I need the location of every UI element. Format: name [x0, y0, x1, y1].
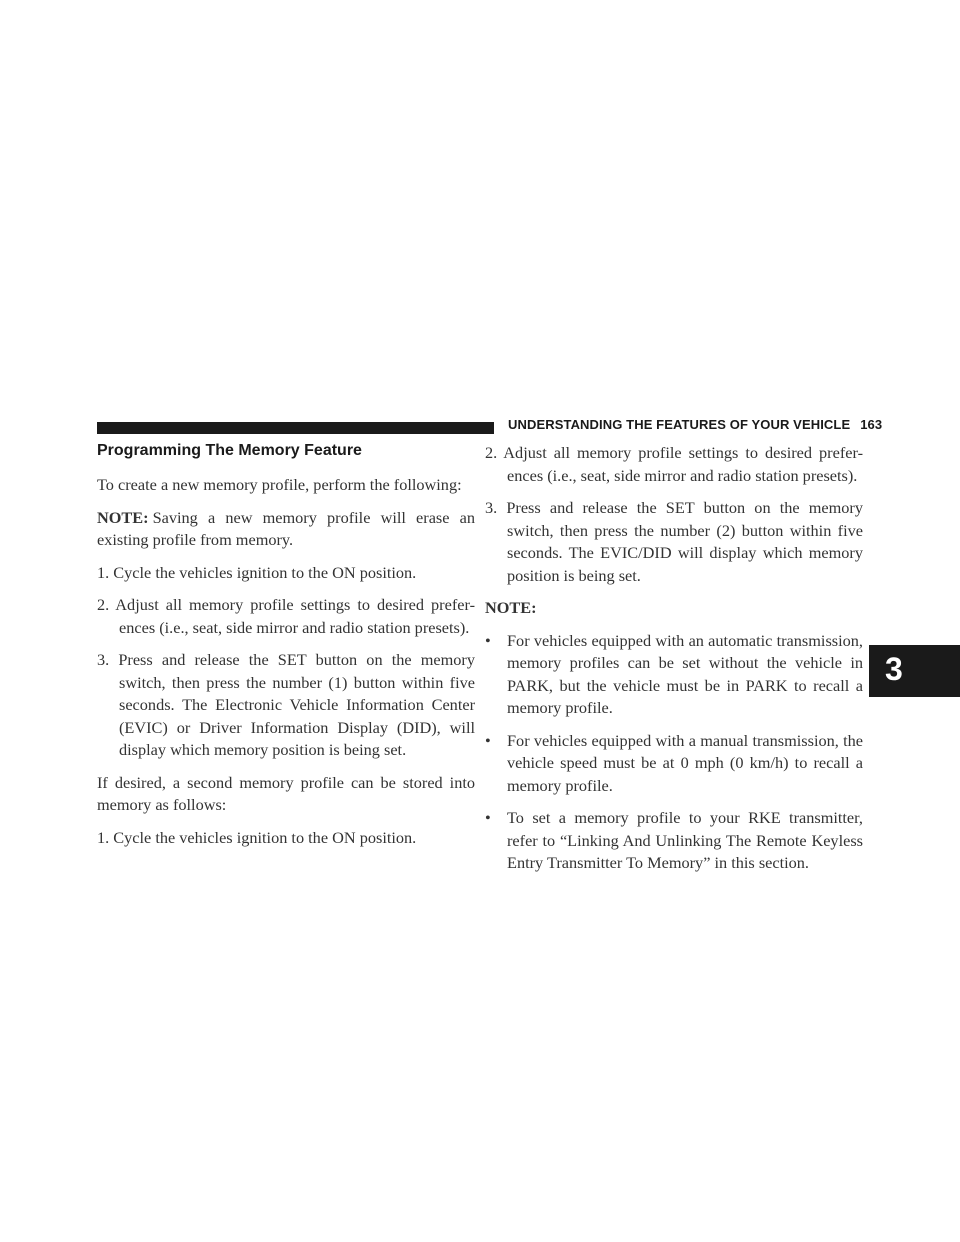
left-column	[97, 440, 475, 859]
bullet-icon: •	[485, 808, 491, 827]
bullet-text: To set a memory profile to your RKE transmitter, refer to “Linking And Unlinking The Remote Keyless Entry Transmitter To Memory” in this section.	[507, 808, 863, 872]
step-item: 1. Cycle the vehicles ignition to the ON position.	[97, 827, 417, 847]
bullet-item	[485, 730, 863, 798]
step-item: 1. Cycle the vehicles ignition to the ON position.	[97, 562, 417, 582]
bullet-item	[485, 630, 863, 720]
header-rule	[97, 422, 494, 434]
note-text: Saving a new memory profile will erase an existing profile from memory.	[97, 507, 475, 549]
bullet-icon: •	[485, 630, 491, 650]
intro-paragraph: To create a new memory profile, perform the following:	[97, 475, 462, 494]
bullet-item	[485, 807, 863, 875]
step-item: 2. Adjust all memory profile settings to desired prefer-ences (i.e., seat, side mirror and radio station presets).	[485, 443, 863, 485]
running-header	[508, 417, 882, 432]
running-header-title: UNDERSTANDING THE FEATURES OF YOUR VEHICLE	[508, 417, 851, 432]
page-number: 163	[860, 417, 883, 432]
note-label: NOTE:	[97, 507, 149, 527]
bullet-text: For vehicles equipped with a manual transmission, the vehicle speed must be at 0 mph (0 km/h) to recall a memory profile.	[507, 730, 863, 795]
chapter-number: 3	[885, 651, 903, 687]
step-item: 3. Press and release the SET button on the memory switch, then press the number (1) button within five seconds. The Electronic Vehicle Information Center (EVIC) or Driver Information Display (DID), will display which memory position is being set.	[97, 650, 475, 759]
step-item: 3. Press and release the SET button on the memory switch, then press the number (2) button within five seconds. The EVIC/DID will display which memory position is being set.	[485, 498, 863, 585]
note-heading: NOTE:	[485, 598, 537, 617]
bullet-text: For vehicles equipped with an automatic transmission, memory profiles can be set without the vehicle in PARK, but the vehicle must be in PARK to recall a memory profile.	[507, 630, 863, 717]
right-column	[485, 442, 863, 885]
chapter-tab	[869, 645, 960, 697]
step-item: 2. Adjust all memory profile settings to desired prefer-ences (i.e., seat, side mirror and radio station presets).	[97, 595, 475, 637]
note-paragraph	[97, 507, 475, 552]
bullet-icon: •	[485, 730, 491, 750]
section-heading: Programming The Memory Feature	[97, 442, 362, 459]
second-profile-intro: If desired, a second memory profile can be stored into memory as follows:	[97, 772, 475, 814]
